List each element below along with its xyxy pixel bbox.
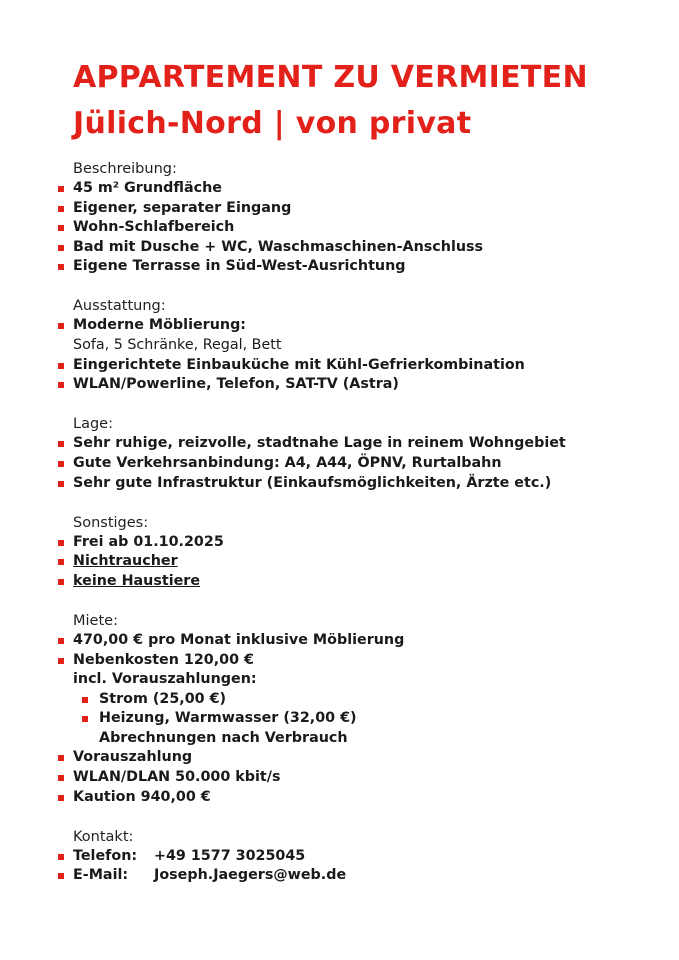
bullet-item: 45 m² Grundfläche [73, 179, 679, 199]
bullet-item: Gute Verkehrsanbindung: A4, A44, ÖPNV, Rurtalbahn [73, 454, 679, 474]
bullet-item: Vorauszahlung [73, 748, 679, 768]
section-lage [0, 414, 679, 493]
section-miete [0, 611, 679, 807]
bullet-item-haustiere: keine Haustiere [73, 572, 679, 592]
sub-bullet-item: Strom (25,00 €) [99, 690, 679, 710]
phone-label: Telefon: [73, 847, 138, 864]
section-beschreibung [0, 159, 679, 277]
bullet-item-nichtraucher: Nichtraucher [73, 552, 679, 572]
email-label: E-Mail: [73, 867, 129, 884]
email-address[interactable]: Joseph.Jaegers@web.de [154, 867, 347, 884]
bullet-item-nebenkosten: Nebenkosten 120,00 € [73, 651, 679, 671]
abrechnung-note: Abrechnungen nach Verbrauch [99, 729, 348, 746]
bullet-item: Eingerichtete Einbauküche mit Kühl-Gefrierkombination [73, 356, 679, 376]
section-heading-lage: Lage: [73, 416, 113, 433]
listing-content [0, 159, 679, 886]
section-heading-miete: Miete: [73, 612, 118, 629]
bullet-item: WLAN/Powerline, Telefon, SAT-TV (Astra) [73, 375, 679, 395]
sub-bullet-item: Heizung, Warmwasser (32,00 €) [99, 709, 679, 729]
moebel-detail: Sofa, 5 Schränke, Regal, Bett [73, 337, 282, 354]
contact-email [73, 866, 679, 886]
section-heading-sonstiges: Sonstiges: [73, 514, 149, 531]
incl-label: incl. Vorauszahlungen: [73, 671, 257, 688]
bullet-item: Kaution 940,00 € [73, 788, 679, 808]
bullet-item: Sehr gute Infrastruktur (Einkaufsmöglichkeiten, Ärzte etc.) [73, 474, 679, 494]
section-heading-beschreibung: Beschreibung: [73, 161, 177, 177]
bullet-item: Sehr ruhige, reizvolle, stadtnahe Lage in reinem Wohngebiet [73, 434, 679, 454]
bullet-item: WLAN/DLAN 50.000 kbit/s [73, 768, 679, 788]
section-sonstiges [0, 513, 679, 592]
bullet-item: Wohn-Schlafbereich [73, 218, 679, 238]
bullet-item-moebel: Moderne Möblierung: [73, 316, 679, 336]
section-ausstattung [0, 296, 679, 394]
bullet-item-rent: 470,00 € pro Monat inklusive Möblierung [73, 631, 679, 651]
title-line-1: APPARTEMENT ZU VERMIETEN [73, 60, 588, 95]
phone-number[interactable]: +49 1577 3025045 [154, 847, 306, 864]
section-heading-ausstattung: Ausstattung: [73, 298, 166, 315]
bullet-item: Bad mit Dusche + WC, Waschmaschinen-Anschluss [73, 238, 679, 258]
title-line-2: Jülich-Nord | von privat [73, 106, 472, 141]
bullet-item: Eigener, separater Eingang [73, 199, 679, 219]
contact-phone [73, 847, 679, 867]
bullet-item: Eigene Terrasse in Süd-West-Ausrichtung [73, 257, 679, 277]
section-kontakt [0, 827, 679, 886]
section-heading-kontakt: Kontakt: [73, 828, 134, 845]
bullet-item: Frei ab 01.10.2025 [73, 533, 679, 553]
